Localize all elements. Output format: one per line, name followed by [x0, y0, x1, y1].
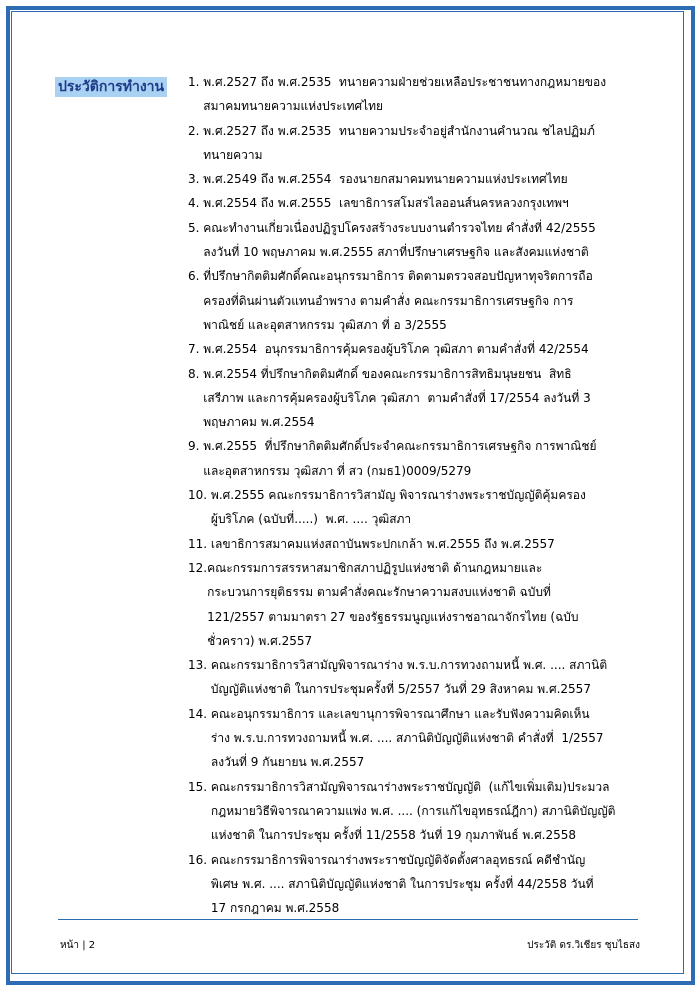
list-item-line: ที่ปรึกษากิตติมศักดิ์คณะอนุกรรมาธิการ ติดตามตรวจสอบปัญหาทุจริตการถือ: [203, 269, 593, 284]
list-item-line: พ.ศ.2549 ถึง พ.ศ.2554 รองนายกสมาคมทนายความแห่งประเทศไทย: [203, 172, 568, 187]
list-item-line: คณะอนุกรรมาธิการ และเลขานุการพิจารณาศึกษา และรับฟังความคิดเห็น: [210, 706, 590, 721]
list-item: [188, 434, 648, 483]
list-item-line: พ.ศ.2527 ถึง พ.ศ.2535 ทนายความประจำอยู่สำนักงานคำนวณ ชไลปฏิมภ์: [203, 123, 595, 138]
list-item-number: 12.: [188, 560, 208, 575]
list-item-line: 121/2557 ตามมาตรา 27 ของรัฐธรรมนูญแห่งราชอาณาจักรไทย (ฉบับ: [207, 609, 579, 624]
section-heading: ประวัติการทำงาน: [55, 77, 167, 97]
list-item: [188, 702, 648, 775]
list-item: [188, 216, 648, 265]
page-number: หน้า | 2: [60, 940, 96, 951]
list-item-line: พาณิชย์ และอุตสาหกรรม วุฒิสภา ที่ อ 3/2555: [203, 317, 447, 332]
list-item-line: ผู้บริโภค (ฉบับที่.....) พ.ศ. .... วุฒิสภา: [210, 512, 412, 527]
list-item-number: 8.: [188, 366, 204, 381]
list-item-line: กระบวนการยุติธรรม ตามคำสั่งคณะรักษาความสงบแห่งชาติ ฉบับที่: [207, 585, 551, 600]
list-item-line: ลงวันที่ 10 พฤษภาคม พ.ศ.2555 สภาที่ปรึกษาเศรษฐกิจ และสังคมแห่งชาติ: [203, 245, 589, 260]
list-item-line: พิเศษ พ.ศ. .... สภานิติบัญญัติแห่งชาติ ในการประชุม ครั้งที่ 44/2558 วันที่: [210, 876, 594, 891]
list-item-line: คณะกรรมาธิการพิจารณาร่างพระราชบัญญัติจัดตั้งศาลอุทธรณ์ คดีชำนัญ: [210, 852, 586, 867]
list-item-line: เลขาธิการสมาคมแห่งสถาบันพระปกเกล้า พ.ศ.2555 ถึง พ.ศ.2557: [210, 536, 555, 551]
footer-title: ประวัติ ดร.วิเชียร ชุบไธสง: [527, 940, 640, 951]
list-item-text: [203, 70, 648, 119]
list-item-text: [207, 556, 648, 653]
list-item-number: 15.: [188, 779, 211, 794]
list-item-number: 5.: [188, 220, 204, 235]
list-item-line: 17 กรกฎาคม พ.ศ.2558: [210, 901, 340, 916]
list-item-line: พ.ศ.2555 คณะกรรมาธิการวิสามัญ พิจารณาร่างพระราชบัญญัติคุ้มครอง: [210, 488, 586, 503]
list-item-text: [211, 483, 648, 532]
list-item-line: และอุตสาหกรรม วุฒิสภา ที่ สว (กมธ1)0009/5279: [203, 463, 472, 478]
list-item-text: [203, 362, 648, 435]
list-item: [188, 337, 648, 361]
list-item-number: 16.: [188, 852, 211, 867]
list-item-line: ชั่วคราว) พ.ศ.2557: [207, 633, 313, 648]
list-item-number: 13.: [188, 658, 211, 673]
list-item-text: [203, 191, 648, 215]
list-item-line: สมาคมทนายความแห่งประเทศไทย: [203, 99, 384, 114]
list-item-line: คณะกรรมการสรรหาสมาชิกสภาปฏิรูปแห่งชาติ ด้านกฎหมายและ: [207, 560, 543, 575]
list-item-line: บัญญัติแห่งชาติ ในการประชุมครั้งที่ 5/2557 วันที่ 29 สิงหาคม พ.ศ.2557: [210, 682, 591, 697]
list-item-line: ลงวันที่ 9 กันยายน พ.ศ.2557: [210, 755, 365, 770]
list-item-line: ทนายความ: [203, 147, 263, 162]
list-item: [188, 483, 648, 532]
list-item-number: 14.: [188, 706, 211, 721]
list-item-number: 1.: [188, 75, 204, 89]
list-item-line: กฎหมายวิธีพิจารณาความแพ่ง พ.ศ. .... (การแก้ไขอุทธรณ์ฎีกา) สภานิติบัญญัติ: [210, 803, 616, 818]
list-item: [188, 775, 648, 848]
list-item: [188, 848, 648, 921]
list-item-number: 3.: [188, 172, 204, 187]
list-item-text: [203, 264, 648, 337]
list-item: [188, 167, 648, 191]
list-item-number: 4.: [188, 196, 204, 211]
list-item-text: [211, 848, 648, 921]
list-item-text: [203, 119, 648, 168]
list-item-text: [211, 775, 648, 848]
list-item: [188, 119, 648, 168]
list-item-number: 2.: [188, 123, 204, 138]
list-item-line: คณะกรรมาธิการวิสามัญพิจารณาร่าง พ.ร.บ.การทวงถามหนี้ พ.ศ. .... สภานิติ: [210, 658, 608, 673]
list-item-line: ครองที่ดินผ่านตัวแทนอำพราง ตามคำสั่ง คณะกรรมาธิการเศรษฐกิจ การ: [203, 293, 574, 308]
list-item-number: 10.: [188, 488, 211, 503]
list-item: [188, 70, 648, 119]
list-item-text: [203, 216, 648, 265]
list-item: [188, 653, 648, 702]
list-item-number: 6.: [188, 269, 204, 284]
list-item-line: แห่งชาติ ในการประชุม ครั้งที่ 11/2558 วันที่ 19 กุมภาพันธ์ พ.ศ.2558: [210, 828, 577, 843]
list-item-text: [203, 167, 648, 191]
list-item: [188, 532, 648, 556]
list-item-text: [203, 337, 648, 361]
list-item-line: คณะทำงานเกี่ยวเนื่องปฏิรูปโครงสร้างระบบงานตำรวจไทย คำสั่งที่ 42/2555: [203, 220, 596, 235]
footer-divider: [58, 919, 638, 920]
list-item-line: พ.ศ.2555 ที่ปรึกษากิตติมศักดิ์ประจำคณะกรรมาธิการเศรษฐกิจ การพาณิชย์: [203, 439, 597, 454]
list-item-line: เสรีภาพ และการคุ้มครองผู้บริโภค วุฒิสภา ตามคำสั่งที่ 17/2554 ลงวันที่ 3: [203, 390, 591, 405]
list-item-line: พ.ศ.2527 ถึง พ.ศ.2535 ทนายความฝ่ายช่วยเหลือประชาชนทางกฎหมายของ: [203, 75, 607, 89]
list-item-text: [211, 532, 648, 556]
list-item: [188, 556, 648, 653]
list-item: [188, 191, 648, 215]
work-history-list: [188, 70, 648, 920]
list-item-text: [211, 653, 648, 702]
list-item-line: พ.ศ.2554 ที่ปรึกษากิตติมศักดิ์ ของคณะกรรมาธิการสิทธิมนุษยชน สิทธิ: [203, 366, 572, 381]
list-item: [188, 264, 648, 337]
list-item-text: [203, 434, 648, 483]
list-item-number: 7.: [188, 342, 204, 357]
list-item-text: [211, 702, 648, 775]
list-item-line: คณะกรรมาธิการวิสามัญพิจารณาร่างพระราชบัญญัติ (แก้ไขเพิ่มเติม)ประมวล: [210, 779, 610, 794]
list-item-line: พ.ศ.2554 อนุกรรมาธิการคุ้มครองผู้บริโภค วุฒิสภา ตามคำสั่งที่ 42/2554: [203, 342, 589, 357]
list-item: [188, 362, 648, 435]
list-item-line: พ.ศ.2554 ถึง พ.ศ.2555 เลขาธิการสโมสรไลออนส์นครหลวงกรุงเทพฯ: [203, 196, 569, 211]
list-item-number: 9.: [188, 439, 204, 454]
list-item-line: พฤษภาคม พ.ศ.2554: [203, 415, 315, 430]
list-item-number: 11.: [188, 536, 211, 551]
list-item-line: ร่าง พ.ร.บ.การทวงถามหนี้ พ.ศ. .... สภานิติบัญญัติแห่งชาติ คำสั่งที่ 1/2557: [210, 731, 604, 746]
